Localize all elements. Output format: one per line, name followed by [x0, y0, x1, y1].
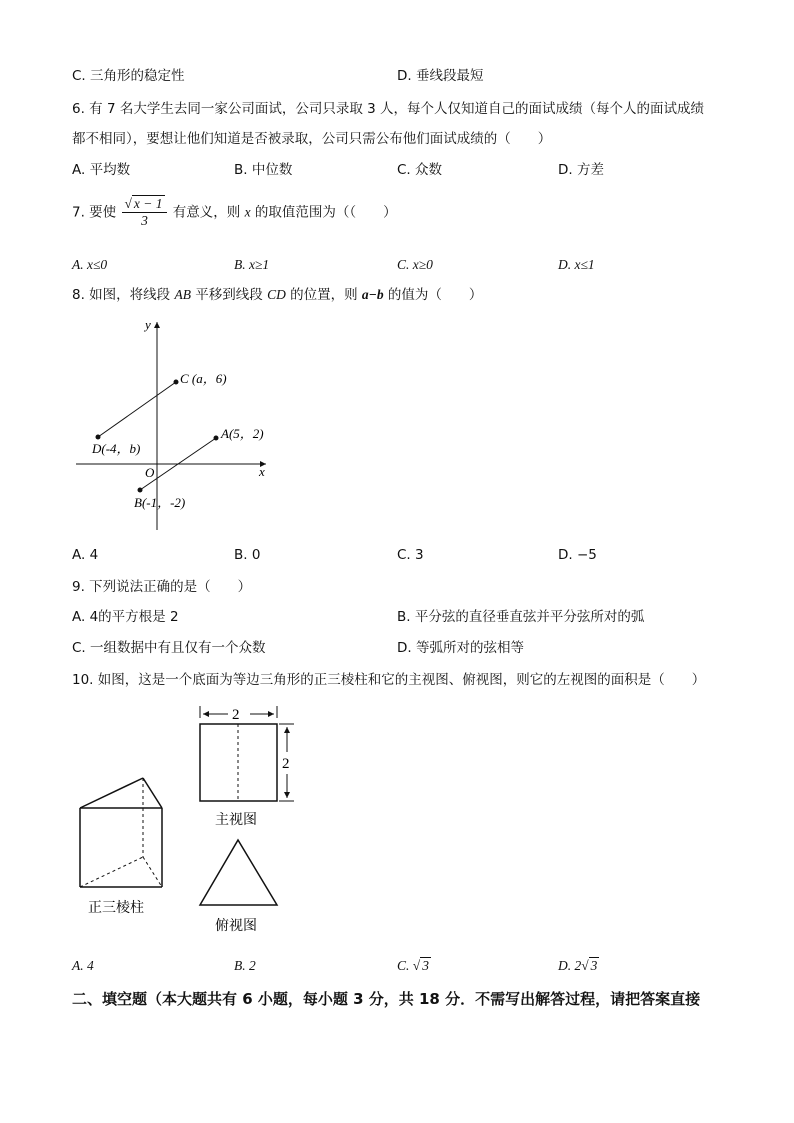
point-d [96, 435, 101, 440]
q8-text-d: 的值为（ ） [387, 287, 483, 303]
q9-option-a: A. 4的平方根是 2 [72, 609, 179, 625]
q7-suffix-b: 的取值范围为（（ ） [254, 204, 397, 221]
label-b: B(-1，-2) [134, 495, 186, 510]
q10-stem: 10. 如图，这是一个底面为等边三角形的正三棱柱和它的主视图、俯视图，则它的左视图的面积是（ ） [72, 672, 706, 688]
q6-option-c: C. 众数 [397, 162, 443, 178]
label-a: A(5，2) [221, 426, 264, 441]
front-height-label: 2 [282, 756, 290, 772]
q10-option-c-radicand: 3 [422, 958, 429, 973]
label-c: C (a，6) [180, 371, 227, 386]
q9-option-d: D. 等弧所对的弦相等 [397, 640, 524, 656]
q8-option-d: D. −5 [558, 547, 597, 563]
q10-option-b: B. 2 [234, 958, 256, 973]
q7-suffix-a: 有意义，则 [172, 204, 241, 221]
q6-stem-line2: 都不相同），要想让他们知道是否被录取，公司只需公布他们面试成绩的（ ） [72, 131, 552, 147]
front-view [200, 706, 294, 801]
q8-expression: a−b [361, 287, 384, 302]
q8-text-a: 8. 如图，将线段 [72, 287, 171, 303]
q8-option-b: B. 0 [234, 547, 261, 563]
origin-label: O [145, 465, 155, 480]
q7-option-b: B. x≥1 [234, 257, 270, 272]
front-width-label: 2 [232, 707, 240, 723]
q8-text-c: 的位置，则 [290, 287, 358, 303]
q7-prefix: 7. 要使 [72, 204, 117, 221]
top-view-triangle [200, 840, 277, 905]
point-b [138, 488, 143, 493]
y-axis-label: y [145, 317, 151, 332]
q7-radicand: x − 1 [133, 196, 163, 211]
point-c [174, 380, 179, 385]
section2-heading: 二、填空题（本大题共有 6 小题，每小题 3 分，共 18 分．不需写出解答过程，请把答案直接 [72, 990, 701, 1008]
q7-denominator: 3 [141, 213, 148, 228]
prism-label: 正三棱柱 [88, 900, 144, 916]
q7-option-c: C. x≥0 [397, 257, 433, 272]
q10-option-d-radicand: 3 [590, 958, 598, 973]
q6-option-d: D. 方差 [558, 162, 604, 178]
q5-option-d: D. 垂线段最短 [397, 68, 484, 84]
q5-option-c: C. 三角形的稳定性 [72, 68, 185, 84]
q10-option-d-prefix: D. 2 [558, 958, 582, 973]
q8-text-b: 平移到线段 [195, 287, 263, 303]
front-view-label: 主视图 [215, 812, 257, 828]
q6-option-b: B. 中位数 [234, 162, 293, 178]
q10-option-d: D. 2√ 3 [558, 958, 598, 973]
q8-stem [72, 285, 482, 305]
q7-option-a: A. x≤0 [72, 257, 108, 272]
q7-fraction: $\frac{√ x - 1}{3}$ [122, 196, 166, 229]
q10-option-a: A. 4 [72, 958, 94, 973]
q10-figure [70, 700, 320, 945]
q6-option-a: A. 平均数 [72, 162, 131, 178]
q7-var: x [244, 204, 251, 220]
q8-segment-ab: AB [174, 287, 191, 302]
q9-option-c: C. 一组数据中有且仅有一个众数 [72, 640, 266, 656]
point-a [214, 436, 219, 441]
q9-stem: 9. 下列说法正确的是（ ） [72, 579, 252, 595]
q8-option-c: C. 3 [397, 547, 424, 563]
top-view-label: 俯视图 [215, 918, 257, 934]
segment-cd [98, 382, 176, 437]
triangular-prism [80, 778, 162, 887]
q8-coordinate-graph [70, 312, 280, 537]
q7-stem [72, 196, 397, 229]
q7-option-d: D. x≤1 [558, 257, 595, 272]
q8-segment-cd: CD [267, 287, 286, 302]
q10-option-c-prefix: C. [397, 958, 410, 973]
q8-option-a: A. 4 [72, 547, 99, 563]
label-d: D(-4，b) [92, 441, 141, 456]
q10-option-c: C. √ 3 [397, 958, 429, 973]
q9-option-b: B. 平分弦的直径垂直弦并平分弦所对的弧 [397, 609, 645, 625]
x-axis-label: x [259, 464, 265, 479]
q6-stem-line1: 6. 有 7 名大学生去同一家公司面试，公司只录取 3 人，每个人仅知道自己的面试成绩（每个人的面试成绩 [72, 101, 705, 117]
